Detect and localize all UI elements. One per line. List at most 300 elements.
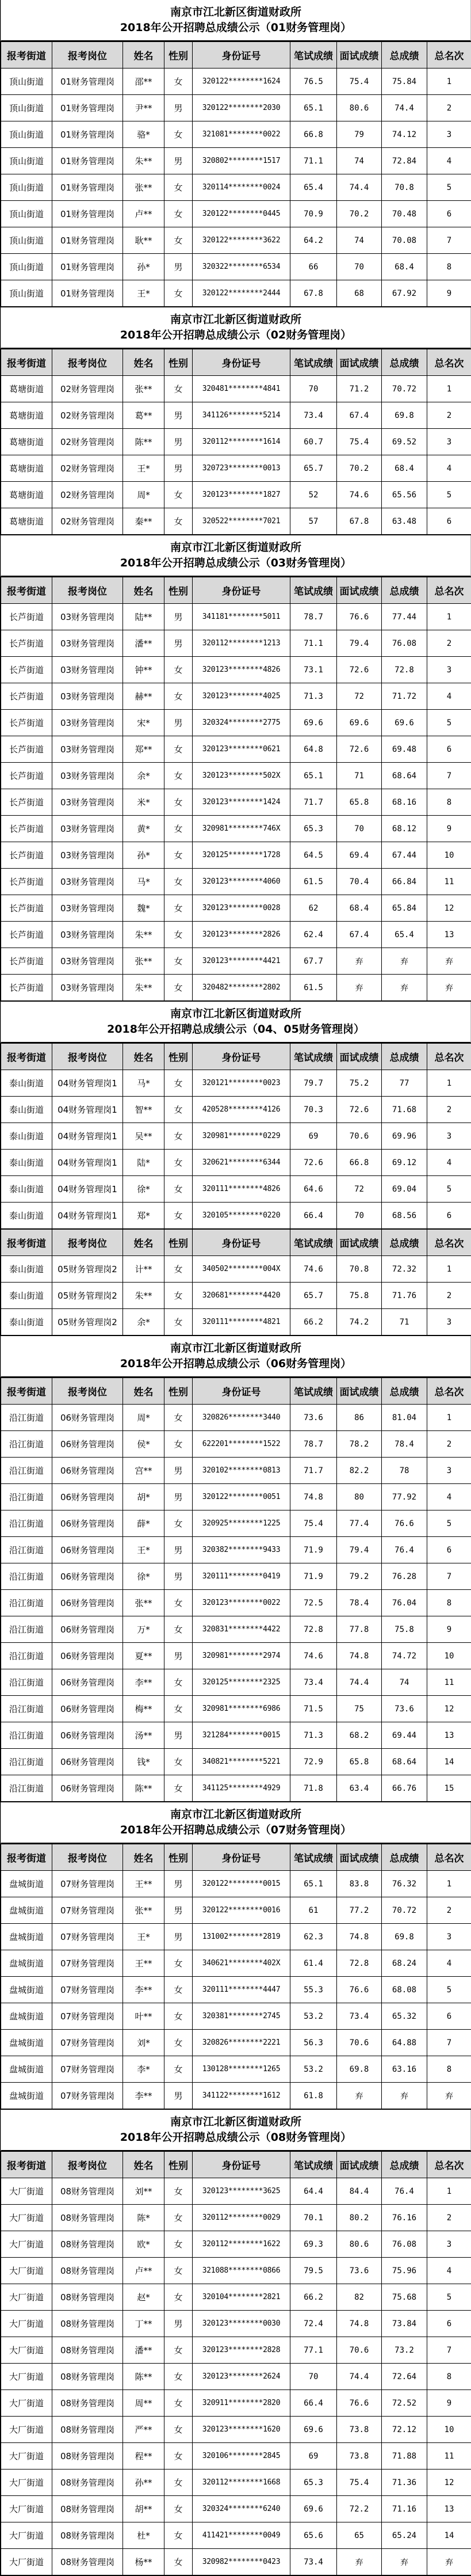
col-header-position: 报考岗位 [52, 2152, 123, 2178]
col-header-interview-score: 面试成绩 [337, 2152, 382, 2178]
cell-id-number: 320981********6986 [193, 1696, 290, 1722]
cell-written-score: 61.5 [290, 975, 337, 1002]
cell-rank: 5 [427, 2284, 471, 2311]
cell-written-score: 76.5 [290, 69, 337, 95]
col-header-id-number: 身份证号 [193, 1844, 290, 1871]
table-row [1, 227, 471, 254]
col-header-rank: 总名次 [427, 1844, 471, 1871]
cell-id-number: 321284********0015 [193, 1722, 290, 1749]
cell-interview-score: 67.8 [337, 508, 382, 535]
cell-position: 06财务管理岗 [52, 1643, 123, 1669]
cell-rank: 3 [427, 429, 471, 455]
cell-gender: 女 [164, 2258, 193, 2284]
cell-gender: 女 [164, 2337, 193, 2364]
cell-street: 沿江街道 [1, 1563, 52, 1590]
cell-position: 07财务管理岗 [52, 2003, 123, 2030]
cell-position: 08财务管理岗 [52, 2470, 123, 2496]
cell-name: 李* [123, 2056, 164, 2083]
cell-total-score: 69.96 [382, 1123, 427, 1150]
cell-street: 沿江街道 [1, 1405, 52, 1431]
col-header-street: 报考街道 [1, 1378, 52, 1405]
cell-interview-score: 弃 [337, 2549, 382, 2576]
cell-name: 卢** [123, 201, 164, 227]
table-row [1, 2364, 471, 2390]
cell-written-score: 65.1 [290, 763, 337, 789]
cell-written-score: 79.7 [290, 1070, 337, 1097]
cell-name: 余* [123, 763, 164, 789]
cell-name: 孙* [123, 842, 164, 869]
cell-written-score: 70 [290, 2364, 337, 2390]
cell-id-number: 320122********0445 [193, 201, 290, 227]
cell-interview-score: 74.6 [337, 482, 382, 508]
cell-total-score: 76.08 [382, 2231, 427, 2258]
cell-interview-score: 72 [337, 683, 382, 710]
table-row [1, 1431, 471, 1458]
cell-gender: 男 [164, 1458, 193, 1484]
cell-rank: 2 [427, 2205, 471, 2231]
cell-interview-score: 70.4 [337, 869, 382, 895]
col-header-rank: 总名次 [427, 1378, 471, 1405]
cell-rank: 7 [427, 763, 471, 789]
cell-id-number: 320381********2745 [193, 2003, 290, 2030]
cell-gender: 女 [164, 1431, 193, 1458]
cell-position: 07财务管理岗 [52, 2083, 123, 2110]
table-row [1, 2003, 471, 2030]
cell-gender: 女 [164, 1097, 193, 1123]
cell-id-number: 320123********3625 [193, 2178, 290, 2205]
cell-position: 01财务管理岗 [52, 201, 123, 227]
cell-rank: 12 [427, 1696, 471, 1722]
cell-name: 智** [123, 1097, 164, 1123]
col-header-id-number: 身份证号 [193, 349, 290, 376]
cell-gender: 男 [164, 1897, 193, 1924]
cell-street: 大厂街道 [1, 2522, 52, 2549]
header-row [1, 42, 471, 69]
cell-total-score: 70.08 [382, 227, 427, 254]
cell-gender: 男 [164, 710, 193, 736]
cell-total-score: 68.4 [382, 455, 427, 482]
cell-interview-score: 70 [337, 254, 382, 280]
cell-street: 长芦街道 [1, 869, 52, 895]
cell-total-score: 74.72 [382, 1643, 427, 1669]
col-header-written-score: 笔试成绩 [290, 349, 337, 376]
cell-name: 梅** [123, 1696, 164, 1722]
cell-written-score: 78.7 [290, 1431, 337, 1458]
cell-rank: 7 [427, 227, 471, 254]
cell-interview-score: 80.6 [337, 2231, 382, 2258]
cell-street: 长芦街道 [1, 789, 52, 816]
cell-rank: 4 [427, 455, 471, 482]
table-row [1, 174, 471, 201]
cell-gender: 女 [164, 816, 193, 842]
table-row [1, 254, 471, 280]
cell-gender: 女 [164, 280, 193, 307]
cell-id-number: 320522********7021 [193, 508, 290, 535]
table-row [1, 2056, 471, 2083]
cell-gender: 女 [164, 975, 193, 1002]
cell-rank: 3 [427, 1924, 471, 1950]
cell-gender: 女 [164, 1070, 193, 1097]
cell-written-score: 70.9 [290, 201, 337, 227]
cell-id-number: 320102********0813 [193, 1458, 290, 1484]
cell-total-score: 弃 [382, 975, 427, 1002]
section-subtitle: 2018年公开招聘总成绩公示（03财务管理岗） [120, 555, 351, 571]
cell-name: 夏** [123, 1643, 164, 1669]
cell-interview-score: 75 [337, 1696, 382, 1722]
cell-id-number: 320122********2030 [193, 95, 290, 121]
section-title-block [1, 1336, 471, 1378]
cell-name: 尹** [123, 95, 164, 121]
cell-rank: 3 [427, 2231, 471, 2258]
cell-position: 07财务管理岗 [52, 1950, 123, 1977]
cell-name: 张** [123, 948, 164, 975]
cell-name: 朱** [123, 148, 164, 174]
cell-id-number: 320121********0023 [193, 1070, 290, 1097]
cell-street: 盘城街道 [1, 1871, 52, 1897]
cell-gender: 女 [164, 1309, 193, 1336]
col-header-name: 姓名 [123, 1378, 164, 1405]
cell-gender: 男 [164, 604, 193, 630]
cell-position: 03财务管理岗 [52, 789, 123, 816]
cell-gender: 女 [164, 789, 193, 816]
col-header-interview-score: 面试成绩 [337, 1230, 382, 1256]
cell-written-score: 56.3 [290, 2030, 337, 2056]
cell-total-score: 74.4 [382, 95, 427, 121]
cell-id-number: 320123********4421 [193, 948, 290, 975]
cell-total-score: 66.76 [382, 1775, 427, 1802]
col-header-street: 报考街道 [1, 349, 52, 376]
cell-gender: 男 [164, 455, 193, 482]
table-row [1, 2258, 471, 2284]
table-row [1, 2549, 471, 2576]
col-header-written-score: 笔试成绩 [290, 1230, 337, 1256]
cell-gender: 女 [164, 2496, 193, 2522]
cell-total-score: 68.08 [382, 1977, 427, 2003]
cell-interview-score: 74 [337, 148, 382, 174]
col-header-street: 报考街道 [1, 1230, 52, 1256]
cell-position: 03财务管理岗 [52, 922, 123, 948]
cell-street: 葛塘街道 [1, 455, 52, 482]
org-title: 南京市江北新区街道财政所 [170, 1006, 301, 1022]
cell-total-score: 68.64 [382, 1749, 427, 1775]
cell-interview-score: 69.4 [337, 842, 382, 869]
cell-gender: 男 [164, 1871, 193, 1897]
cell-total-score: 65.84 [382, 895, 427, 922]
cell-rank: 2 [427, 1283, 471, 1309]
cell-id-number: 320123********2826 [193, 922, 290, 948]
cell-written-score: 69.6 [290, 710, 337, 736]
section-title-block [1, 535, 471, 577]
cell-id-number: 341122********1612 [193, 2083, 290, 2110]
cell-name: 王* [123, 1924, 164, 1950]
col-header-rank: 总名次 [427, 1044, 471, 1070]
cell-street: 泰山街道 [1, 1070, 52, 1097]
cell-street: 沿江街道 [1, 1616, 52, 1643]
cell-street: 大厂街道 [1, 2258, 52, 2284]
col-header-position: 报考岗位 [52, 1230, 123, 1256]
col-header-interview-score: 面试成绩 [337, 1844, 382, 1871]
cell-name: 丁** [123, 2311, 164, 2337]
cell-gender: 女 [164, 2003, 193, 2030]
cell-interview-score: 80.2 [337, 2205, 382, 2231]
cell-written-score: 66.2 [290, 2284, 337, 2311]
cell-id-number: 320125********1728 [193, 842, 290, 869]
col-header-name: 姓名 [123, 577, 164, 604]
cell-gender: 女 [164, 201, 193, 227]
cell-id-number: 320122********3622 [193, 227, 290, 254]
table-row [1, 69, 471, 95]
cell-position: 08财务管理岗 [52, 2549, 123, 2576]
cell-position: 03财务管理岗 [52, 975, 123, 1002]
cell-total-score: 70.48 [382, 201, 427, 227]
table-row [1, 1897, 471, 1924]
table-row [1, 1203, 471, 1229]
cell-rank: 7 [427, 2030, 471, 2056]
cell-street: 沿江街道 [1, 1484, 52, 1510]
cell-written-score: 65.3 [290, 2470, 337, 2496]
cell-total-score: 75.84 [382, 69, 427, 95]
col-header-total-score: 总成绩 [382, 577, 427, 604]
cell-written-score: 64.6 [290, 1176, 337, 1203]
table-row [1, 402, 471, 429]
cell-rank: 5 [427, 710, 471, 736]
cell-position: 04财务管理岗1 [52, 1070, 123, 1097]
cell-total-score: 76.32 [382, 1871, 427, 1897]
cell-id-number: 320981********2974 [193, 1643, 290, 1669]
cell-street: 长芦街道 [1, 816, 52, 842]
cell-street: 长芦街道 [1, 842, 52, 869]
cell-total-score: 81.04 [382, 1405, 427, 1431]
cell-interview-score: 76.6 [337, 1977, 382, 2003]
cell-total-score: 76.08 [382, 630, 427, 657]
table-row [1, 2231, 471, 2258]
cell-id-number: 321088********0866 [193, 2258, 290, 2284]
cell-id-number: 320122********0015 [193, 1871, 290, 1897]
cell-total-score: 69.04 [382, 1176, 427, 1203]
cell-rank: 14 [427, 2522, 471, 2549]
cell-street: 沿江街道 [1, 1643, 52, 1669]
cell-interview-score: 79.4 [337, 1537, 382, 1563]
cell-id-number: 321081********0022 [193, 121, 290, 148]
cell-total-score: 65.4 [382, 922, 427, 948]
cell-written-score: 71.9 [290, 1537, 337, 1563]
cell-rank: 3 [427, 1123, 471, 1150]
cell-rank: 6 [427, 736, 471, 763]
cell-rank: 11 [427, 2443, 471, 2470]
cell-street: 长芦街道 [1, 683, 52, 710]
cell-written-score: 65.4 [290, 174, 337, 201]
cell-written-score: 65.7 [290, 1283, 337, 1309]
cell-position: 02财务管理岗 [52, 455, 123, 482]
table-row [1, 2311, 471, 2337]
table-row [1, 1405, 471, 1431]
cell-street: 长芦街道 [1, 948, 52, 975]
cell-name: 潘** [123, 2337, 164, 2364]
cell-position: 08财务管理岗 [52, 2231, 123, 2258]
cell-rank: 15 [427, 1775, 471, 1802]
cell-written-score: 62.3 [290, 1924, 337, 1950]
cell-name: 欧* [123, 2231, 164, 2258]
cell-rank: 8 [427, 2364, 471, 2390]
score-table [1, 1229, 471, 1336]
header-row [1, 1378, 471, 1405]
cell-interview-score: 72.2 [337, 2496, 382, 2522]
cell-rank: 8 [427, 789, 471, 816]
cell-street: 长芦街道 [1, 630, 52, 657]
cell-name: 李** [123, 1977, 164, 2003]
cell-interview-score: 79.2 [337, 1563, 382, 1590]
cell-position: 03财务管理岗 [52, 948, 123, 975]
cell-total-score: 弃 [382, 2549, 427, 2576]
cell-id-number: 320123********1424 [193, 789, 290, 816]
cell-written-score: 69.3 [290, 2231, 337, 2258]
cell-street: 大厂街道 [1, 2496, 52, 2522]
cell-id-number: 320831********4422 [193, 1616, 290, 1643]
cell-gender: 女 [164, 1590, 193, 1616]
cell-street: 沿江街道 [1, 1458, 52, 1484]
col-header-gender: 性别 [164, 1230, 193, 1256]
cell-id-number: 340502********004X [193, 1256, 290, 1283]
cell-id-number: 320105********0220 [193, 1203, 290, 1229]
cell-position: 01财务管理岗 [52, 174, 123, 201]
table-row [1, 1150, 471, 1176]
cell-written-score: 67.7 [290, 948, 337, 975]
cell-total-score: 73.6 [382, 1696, 427, 1722]
cell-total-score: 63.16 [382, 2056, 427, 2083]
cell-name: 徐* [123, 1176, 164, 1203]
cell-street: 盘城街道 [1, 2083, 52, 2110]
cell-id-number: 320122********2444 [193, 280, 290, 307]
cell-gender: 女 [164, 227, 193, 254]
cell-street: 大厂街道 [1, 2311, 52, 2337]
cell-rank: 1 [427, 1405, 471, 1431]
cell-rank: 1 [427, 69, 471, 95]
col-header-rank: 总名次 [427, 1230, 471, 1256]
cell-street: 盘城街道 [1, 1897, 52, 1924]
table-row [1, 604, 471, 630]
cell-interview-score: 弃 [337, 975, 382, 1002]
position-section [1, 2110, 471, 2576]
org-title: 南京市江北新区街道财政所 [170, 312, 301, 328]
table-row [1, 1256, 471, 1283]
cell-name: 陈** [123, 429, 164, 455]
section-tables [1, 1378, 471, 1802]
col-header-gender: 性别 [164, 349, 193, 376]
cell-rank: 4 [427, 1484, 471, 1510]
cell-written-score: 77.1 [290, 2337, 337, 2364]
cell-written-score: 71.8 [290, 1775, 337, 1802]
cell-position: 03财务管理岗 [52, 683, 123, 710]
cell-total-score: 76.4 [382, 2178, 427, 2205]
cell-interview-score: 78.2 [337, 1431, 382, 1458]
cell-interview-score: 76.6 [337, 604, 382, 630]
cell-gender: 女 [164, 763, 193, 789]
col-header-street: 报考街道 [1, 577, 52, 604]
cell-id-number: 320324********6240 [193, 2496, 290, 2522]
cell-name: 张** [123, 174, 164, 201]
cell-interview-score: 67.4 [337, 402, 382, 429]
cell-id-number: 320322********6534 [193, 254, 290, 280]
cell-interview-score: 69.8 [337, 2056, 382, 2083]
cell-position: 08财务管理岗 [52, 2258, 123, 2284]
cell-street: 大厂街道 [1, 2417, 52, 2443]
col-header-id-number: 身份证号 [193, 2152, 290, 2178]
cell-rank: 10 [427, 1643, 471, 1669]
col-header-position: 报考岗位 [52, 1844, 123, 1871]
cell-total-score: 69.8 [382, 1924, 427, 1950]
cell-gender: 女 [164, 69, 193, 95]
cell-rank: 3 [427, 1309, 471, 1336]
col-header-position: 报考岗位 [52, 349, 123, 376]
cell-position: 07财务管理岗 [52, 1977, 123, 2003]
cell-name: 胡** [123, 2496, 164, 2522]
score-table [1, 41, 471, 307]
section-title-block [1, 1002, 471, 1043]
cell-interview-score: 73.6 [337, 2258, 382, 2284]
cell-name: 薛* [123, 1510, 164, 1537]
cell-written-score: 71.3 [290, 683, 337, 710]
cell-street: 大厂街道 [1, 2470, 52, 2496]
table-row [1, 1123, 471, 1150]
cell-name: 刘** [123, 2178, 164, 2205]
table-row [1, 121, 471, 148]
cell-total-score: 65.56 [382, 482, 427, 508]
cell-position: 03财务管理岗 [52, 604, 123, 630]
cell-name: 陈** [123, 2364, 164, 2390]
cell-interview-score: 63.4 [337, 1775, 382, 1802]
table-row [1, 1950, 471, 1977]
cell-position: 01财务管理岗 [52, 280, 123, 307]
cell-id-number: 320111********4826 [193, 1176, 290, 1203]
cell-gender: 女 [164, 842, 193, 869]
header-row [1, 2152, 471, 2178]
cell-written-score: 73.4 [290, 2549, 337, 2576]
cell-total-score: 75.8 [382, 1616, 427, 1643]
cell-written-score: 52 [290, 482, 337, 508]
cell-interview-score: 68.2 [337, 1722, 382, 1749]
cell-gender: 女 [164, 2443, 193, 2470]
cell-gender: 女 [164, 922, 193, 948]
cell-interview-score: 69.6 [337, 710, 382, 736]
cell-rank: 3 [427, 121, 471, 148]
cell-gender: 女 [164, 1977, 193, 2003]
cell-gender: 女 [164, 948, 193, 975]
cell-street: 泰山街道 [1, 1150, 52, 1176]
cell-interview-score: 74 [337, 227, 382, 254]
cell-id-number: 131002********2819 [193, 1924, 290, 1950]
cell-street: 沿江街道 [1, 1537, 52, 1563]
cell-street: 顶山街道 [1, 174, 52, 201]
section-tables [1, 2151, 471, 2576]
cell-rank: 1 [427, 1256, 471, 1283]
cell-position: 03财务管理岗 [52, 710, 123, 736]
cell-id-number: 320106********2845 [193, 2443, 290, 2470]
table-row [1, 1669, 471, 1696]
cell-total-score: 68.4 [382, 254, 427, 280]
cell-id-number: 341125********4929 [193, 1775, 290, 1802]
cell-total-score: 68.56 [382, 1203, 427, 1229]
cell-rank: 5 [427, 174, 471, 201]
col-header-street: 报考街道 [1, 1844, 52, 1871]
org-title: 南京市江北新区街道财政所 [170, 1341, 301, 1356]
cell-position: 05财务管理岗2 [52, 1283, 123, 1309]
cell-name: 宋* [123, 710, 164, 736]
cell-interview-score: 74.4 [337, 174, 382, 201]
cell-street: 大厂街道 [1, 2231, 52, 2258]
cell-street: 大厂街道 [1, 2284, 52, 2311]
cell-rank: 弃 [427, 2083, 471, 2110]
cell-position: 01财务管理岗 [52, 254, 123, 280]
